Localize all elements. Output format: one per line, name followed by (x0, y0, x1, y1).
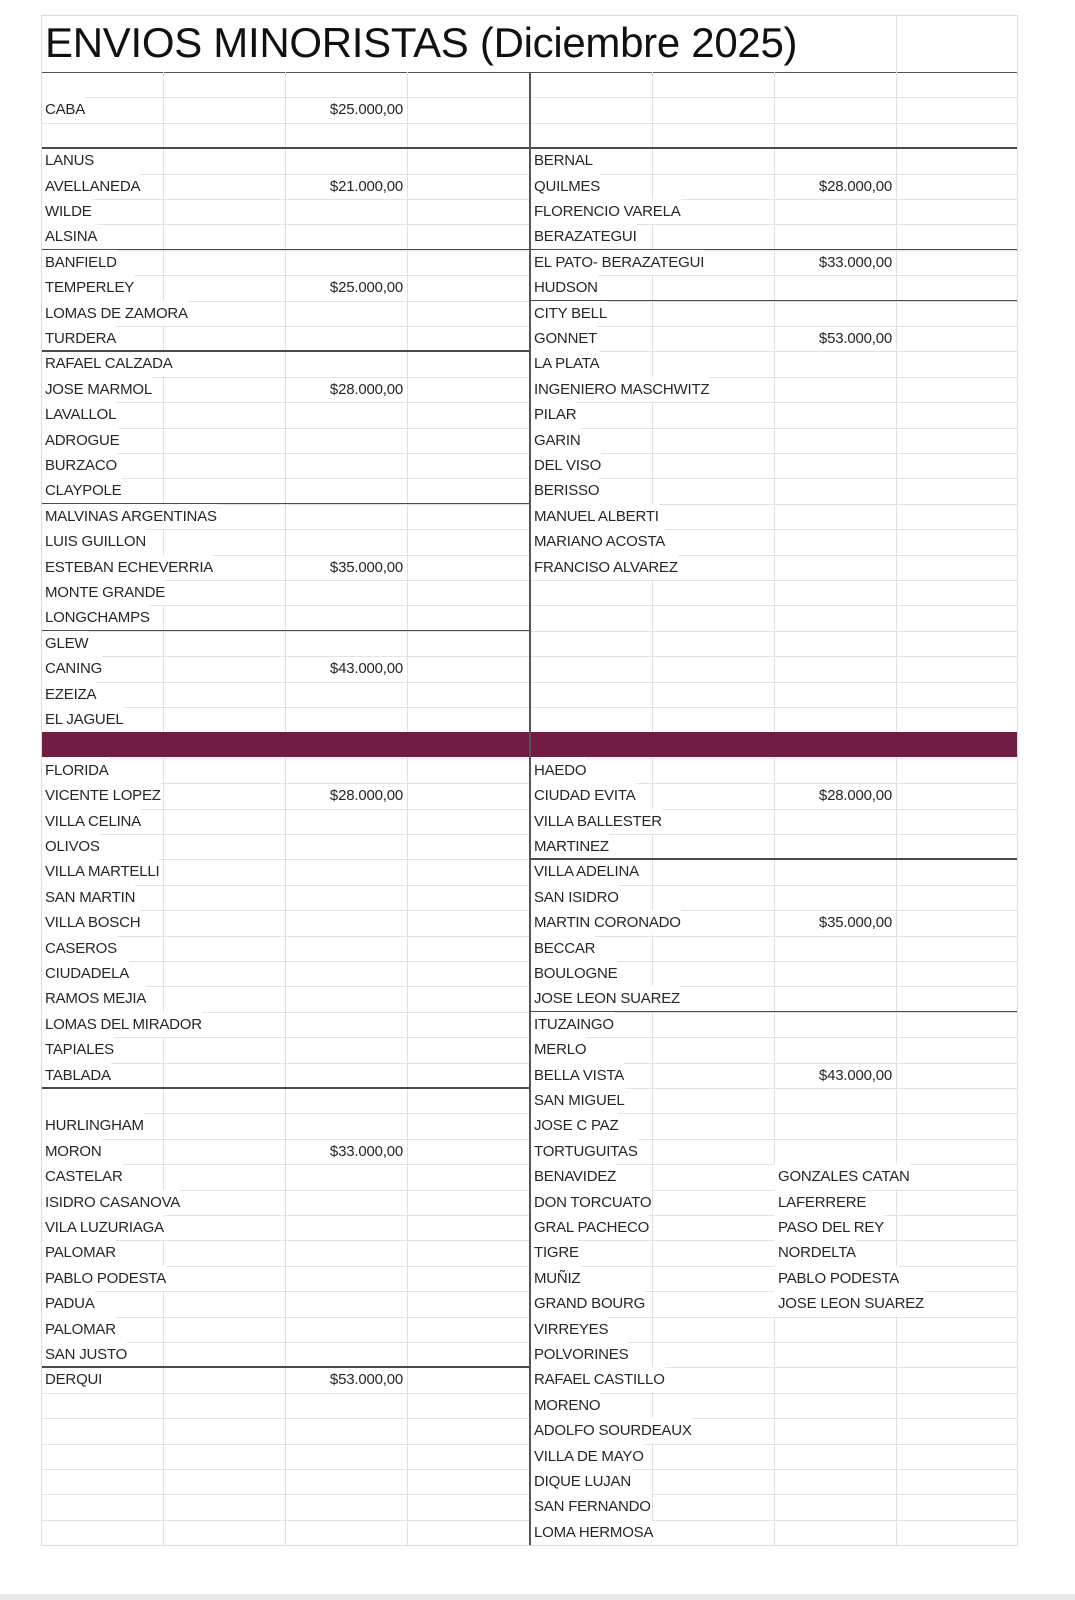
right-location-name[interactable]: BERAZATEGUI (530, 224, 637, 249)
left-location-name[interactable]: VILA LUZURIAGA (41, 1215, 164, 1240)
left-location-name[interactable]: LOMAS DE ZAMORA (41, 301, 188, 326)
left-location-name[interactable]: OLIVOS (41, 834, 100, 859)
left-location-name[interactable]: MONTE GRANDE (41, 580, 165, 605)
left-location-name[interactable]: VILLA CELINA (41, 809, 141, 834)
group-border (41, 1366, 530, 1368)
right-shipping-price[interactable]: $43.000,00 (818, 1066, 892, 1084)
left-shipping-price[interactable]: $35.000,00 (329, 558, 403, 576)
group-border (530, 147, 1018, 149)
left-shipping-price[interactable]: $25.000,00 (329, 279, 403, 297)
right-shipping-price[interactable]: $28.000,00 (818, 787, 892, 805)
left-location-name[interactable]: VILLA MARTELLI (41, 859, 159, 884)
right-location-name[interactable]: MUÑIZ (530, 1266, 581, 1291)
left-location-name[interactable]: LAVALLOL (41, 402, 116, 427)
right-location-name[interactable]: BENAVIDEZ (530, 1164, 616, 1189)
right-location-name[interactable]: LA PLATA (530, 351, 599, 376)
group-border (530, 858, 1018, 860)
spreadsheet (41, 15, 1018, 1546)
title-row (41, 15, 1018, 73)
right-location-name[interactable]: DEL VISO (530, 453, 601, 478)
group-border (41, 147, 530, 149)
right-location-name[interactable]: GONNET (530, 326, 597, 351)
right-shipping-price[interactable]: $53.000,00 (818, 330, 892, 347)
page-title[interactable]: ENVIOS MINORISTAS (Diciembre 2025) (45, 19, 798, 66)
left-location-name[interactable]: CANING (41, 656, 102, 681)
right-extra-location-name[interactable]: JOSE LEON SUAREZ (774, 1291, 924, 1316)
left-shipping-price[interactable]: $21.000,00 (329, 177, 403, 195)
left-location-name[interactable]: SAN MARTIN (41, 885, 135, 910)
left-location-name[interactable]: LONGCHAMPS (41, 605, 150, 630)
left-location-name[interactable]: CASTELAR (41, 1164, 123, 1189)
left-location-name[interactable]: BANFIELD (41, 250, 117, 275)
group-border (41, 503, 530, 505)
right-location-name[interactable]: VIRREYES (530, 1317, 608, 1342)
right-location-name[interactable]: GRAL PACHECO (530, 1215, 649, 1240)
left-location-name[interactable]: RAFAEL CALZADA (41, 351, 173, 376)
left-location-name[interactable]: CLAYPOLE (41, 478, 122, 503)
right-location-name[interactable]: INGENIERO MASCHWITZ (530, 377, 709, 402)
left-location-name[interactable]: PABLO PODESTA (41, 1266, 166, 1291)
right-location-name[interactable]: MERLO (530, 1037, 586, 1062)
right-location-name[interactable]: SAN MIGUEL (530, 1088, 625, 1113)
left-location-name[interactable]: TEMPERLEY (41, 275, 134, 300)
left-location-name[interactable]: LOMAS DEL MIRADOR (41, 1012, 202, 1037)
left-location-name[interactable]: PALOMAR (41, 1317, 116, 1342)
left-location-name[interactable]: TABLADA (41, 1063, 111, 1088)
right-extra-location-name[interactable]: NORDELTA (774, 1240, 856, 1265)
column-divider (529, 72, 531, 1546)
group-border (41, 249, 530, 251)
right-extra-location-name[interactable]: LAFERRERE (774, 1190, 866, 1215)
right-location-name[interactable]: FLORENCIO VARELA (530, 199, 681, 224)
left-location-name[interactable]: VILLA BOSCH (41, 910, 140, 935)
left-shipping-price[interactable]: $28.000,00 (329, 380, 403, 398)
left-location-name[interactable]: CASEROS (41, 936, 117, 961)
left-location-name[interactable]: FLORIDA (41, 758, 109, 783)
left-location-name[interactable]: LANUS (41, 148, 94, 173)
left-location-name[interactable]: VICENTE LOPEZ (41, 783, 161, 808)
right-location-name[interactable]: CITY BELL (530, 301, 607, 326)
right-shipping-price[interactable]: $33.000,00 (818, 253, 892, 271)
left-location-name[interactable]: ALSINA (41, 224, 97, 249)
group-border (41, 630, 530, 632)
right-location-name[interactable]: JOSE C PAZ (530, 1113, 618, 1138)
right-location-name[interactable]: MORENO (530, 1393, 600, 1418)
right-location-name[interactable]: GRAND BOURG (530, 1291, 645, 1316)
right-location-name[interactable]: ADOLFO SOURDEAUX (530, 1418, 692, 1443)
left-location-name[interactable]: MALVINAS ARGENTINAS (41, 504, 217, 529)
right-location-name[interactable]: VILLA ADELINA (530, 859, 639, 884)
right-location-name[interactable]: SAN ISIDRO (530, 885, 619, 910)
right-location-name[interactable]: MARTIN CORONADO (530, 910, 681, 935)
bottom-scroll-area (0, 1594, 1075, 1600)
left-location-name[interactable]: TURDERA (41, 326, 116, 351)
right-location-name[interactable]: POLVORINES (530, 1342, 628, 1367)
left-location-name[interactable]: TAPIALES (41, 1037, 114, 1062)
left-location-name[interactable]: PALOMAR (41, 1240, 116, 1265)
right-location-name[interactable]: GARIN (530, 428, 581, 453)
right-location-name[interactable]: QUILMES (530, 174, 600, 199)
group-border (530, 249, 1018, 251)
left-location-name[interactable]: EL JAGUEL (41, 707, 124, 732)
right-location-name[interactable]: FRANCISO ALVAREZ (530, 555, 678, 580)
right-location-name[interactable]: EL PATO- BERAZATEGUI (530, 250, 704, 275)
left-location-name[interactable]: EZEIZA (41, 682, 96, 707)
left-location-name[interactable]: ESTEBAN ECHEVERRIA (41, 555, 213, 580)
left-location-name[interactable]: WILDE (41, 199, 92, 224)
left-location-name[interactable]: RAMOS MEJIA (41, 986, 146, 1011)
right-location-name[interactable]: CIUDAD EVITA (530, 783, 636, 808)
left-shipping-price[interactable]: $53.000,00 (329, 1371, 403, 1389)
left-location-name[interactable]: JOSE MARMOL (41, 377, 152, 402)
left-location-name[interactable]: LUIS GUILLON (41, 529, 146, 554)
right-location-name[interactable]: DIQUE LUJAN (530, 1469, 631, 1494)
left-shipping-price[interactable]: $33.000,00 (329, 1142, 403, 1160)
left-location-name[interactable]: ISIDRO CASANOVA (41, 1190, 180, 1215)
left-location-name[interactable]: CABA (41, 97, 85, 122)
left-location-name[interactable]: CIUDADELA (41, 961, 129, 986)
right-extra-location-name[interactable]: GONZALES CATAN (774, 1164, 910, 1189)
left-location-name[interactable]: GLEW (41, 631, 88, 656)
right-extra-location-name[interactable]: PABLO PODESTA (774, 1266, 899, 1291)
right-location-name[interactable]: MANUEL ALBERTI (530, 504, 659, 529)
right-location-name[interactable]: MARTINEZ (530, 834, 609, 859)
right-location-name[interactable]: PILAR (530, 402, 576, 427)
right-location-name[interactable]: MARIANO ACOSTA (530, 529, 665, 554)
left-location-name[interactable]: MORON (41, 1139, 102, 1164)
right-location-name[interactable]: JOSE LEON SUAREZ (530, 986, 680, 1011)
right-location-name[interactable]: BERISSO (530, 478, 599, 503)
right-location-name[interactable]: VILLA BALLESTER (530, 809, 662, 834)
right-location-name[interactable]: DON TORCUATO (530, 1190, 651, 1215)
right-shipping-price[interactable]: $35.000,00 (818, 914, 892, 932)
group-border (41, 1087, 530, 1089)
right-shipping-price[interactable]: $28.000,00 (818, 177, 892, 195)
left-shipping-price[interactable]: $25.000,00 (329, 101, 403, 119)
left-shipping-price[interactable]: $43.000,00 (329, 660, 403, 678)
right-location-name[interactable]: TORTUGUITAS (530, 1139, 638, 1164)
right-location-name[interactable]: BOULOGNE (530, 961, 617, 986)
right-location-name[interactable]: BELLA VISTA (530, 1063, 624, 1088)
right-extra-location-name[interactable]: PASO DEL REY (774, 1215, 884, 1240)
left-location-name[interactable]: DERQUI (41, 1367, 102, 1392)
right-location-name[interactable]: BERNAL (530, 148, 593, 173)
group-border (530, 300, 1018, 302)
right-location-name[interactable]: HUDSON (530, 275, 598, 300)
left-location-name[interactable]: HURLINGHAM (41, 1113, 144, 1138)
right-location-name[interactable]: HAEDO (530, 758, 586, 783)
group-border (41, 350, 530, 352)
right-location-name[interactable]: ITUZAINGO (530, 1012, 614, 1037)
right-location-name[interactable]: LOMA HERMOSA (530, 1520, 653, 1545)
left-location-name[interactable]: SAN JUSTO (41, 1342, 127, 1367)
right-location-name[interactable]: SAN FERNANDO (530, 1494, 651, 1519)
right-location-name[interactable]: TIGRE (530, 1240, 579, 1265)
right-location-name[interactable]: RAFAEL CASTILLO (530, 1367, 665, 1392)
right-location-name[interactable]: BECCAR (530, 936, 595, 961)
left-location-name[interactable]: PADUA (41, 1291, 95, 1316)
grid-line (896, 15, 897, 72)
left-shipping-price[interactable]: $28.000,00 (329, 787, 403, 805)
left-location-name[interactable]: BURZACO (41, 453, 117, 478)
group-border (530, 1011, 1018, 1013)
right-location-name[interactable]: VILLA DE MAYO (530, 1444, 644, 1469)
left-location-name[interactable]: ADROGUE (41, 428, 119, 453)
left-location-name[interactable]: AVELLANEDA (41, 174, 140, 199)
